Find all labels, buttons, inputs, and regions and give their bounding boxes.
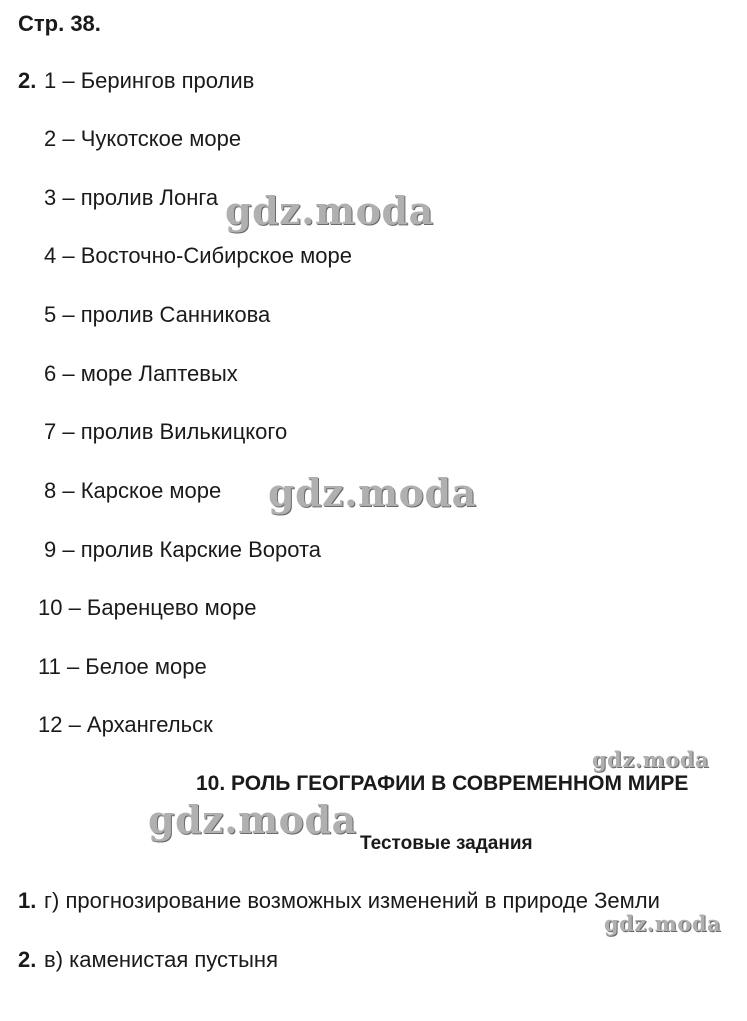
watermark: gdz.moda	[268, 470, 477, 515]
list-item: 2 – Чукотское море	[44, 126, 242, 151]
answer-2-number: 2.	[18, 947, 37, 972]
answer-1-number: 1.	[18, 888, 37, 913]
list-item: 4 – Восточно-Сибирское море	[44, 243, 352, 268]
list-item: 3 – пролив Лонга	[44, 185, 219, 210]
list-item: 1 – Берингов пролив	[44, 68, 255, 93]
answer-2-text: в) каменистая пустыня	[44, 947, 278, 972]
answer-1-text: г) прогнозирование возможных изменений в природе Земли	[44, 888, 660, 913]
list-item: 10 – Баренцево море	[38, 595, 257, 620]
section-subtitle: Тестовые задания	[360, 833, 533, 854]
list-item: 7 – пролив Вилькицкого	[44, 419, 288, 444]
watermark: gdz.moda	[148, 797, 357, 842]
section-title: 10. РОЛЬ ГЕОГРАФИИ В СОВРЕМЕННОМ МИРЕ	[196, 772, 689, 795]
task-2-number: 2.	[18, 68, 37, 93]
list-item: 5 – пролив Санникова	[44, 302, 271, 327]
list-item: 6 – море Лаптевых	[44, 361, 238, 386]
list-item: 8 – Карское море	[44, 478, 222, 503]
list-item: 11 – Белое море	[38, 654, 207, 679]
watermark: gdz.moda	[592, 747, 710, 772]
watermark: gdz.moda	[225, 188, 434, 233]
watermark: gdz.moda	[604, 911, 722, 936]
list-item: 12 – Архангельск	[38, 712, 213, 737]
page-label: Стр. 38.	[18, 11, 101, 36]
list-item: 9 – пролив Карские Ворота	[44, 537, 322, 562]
